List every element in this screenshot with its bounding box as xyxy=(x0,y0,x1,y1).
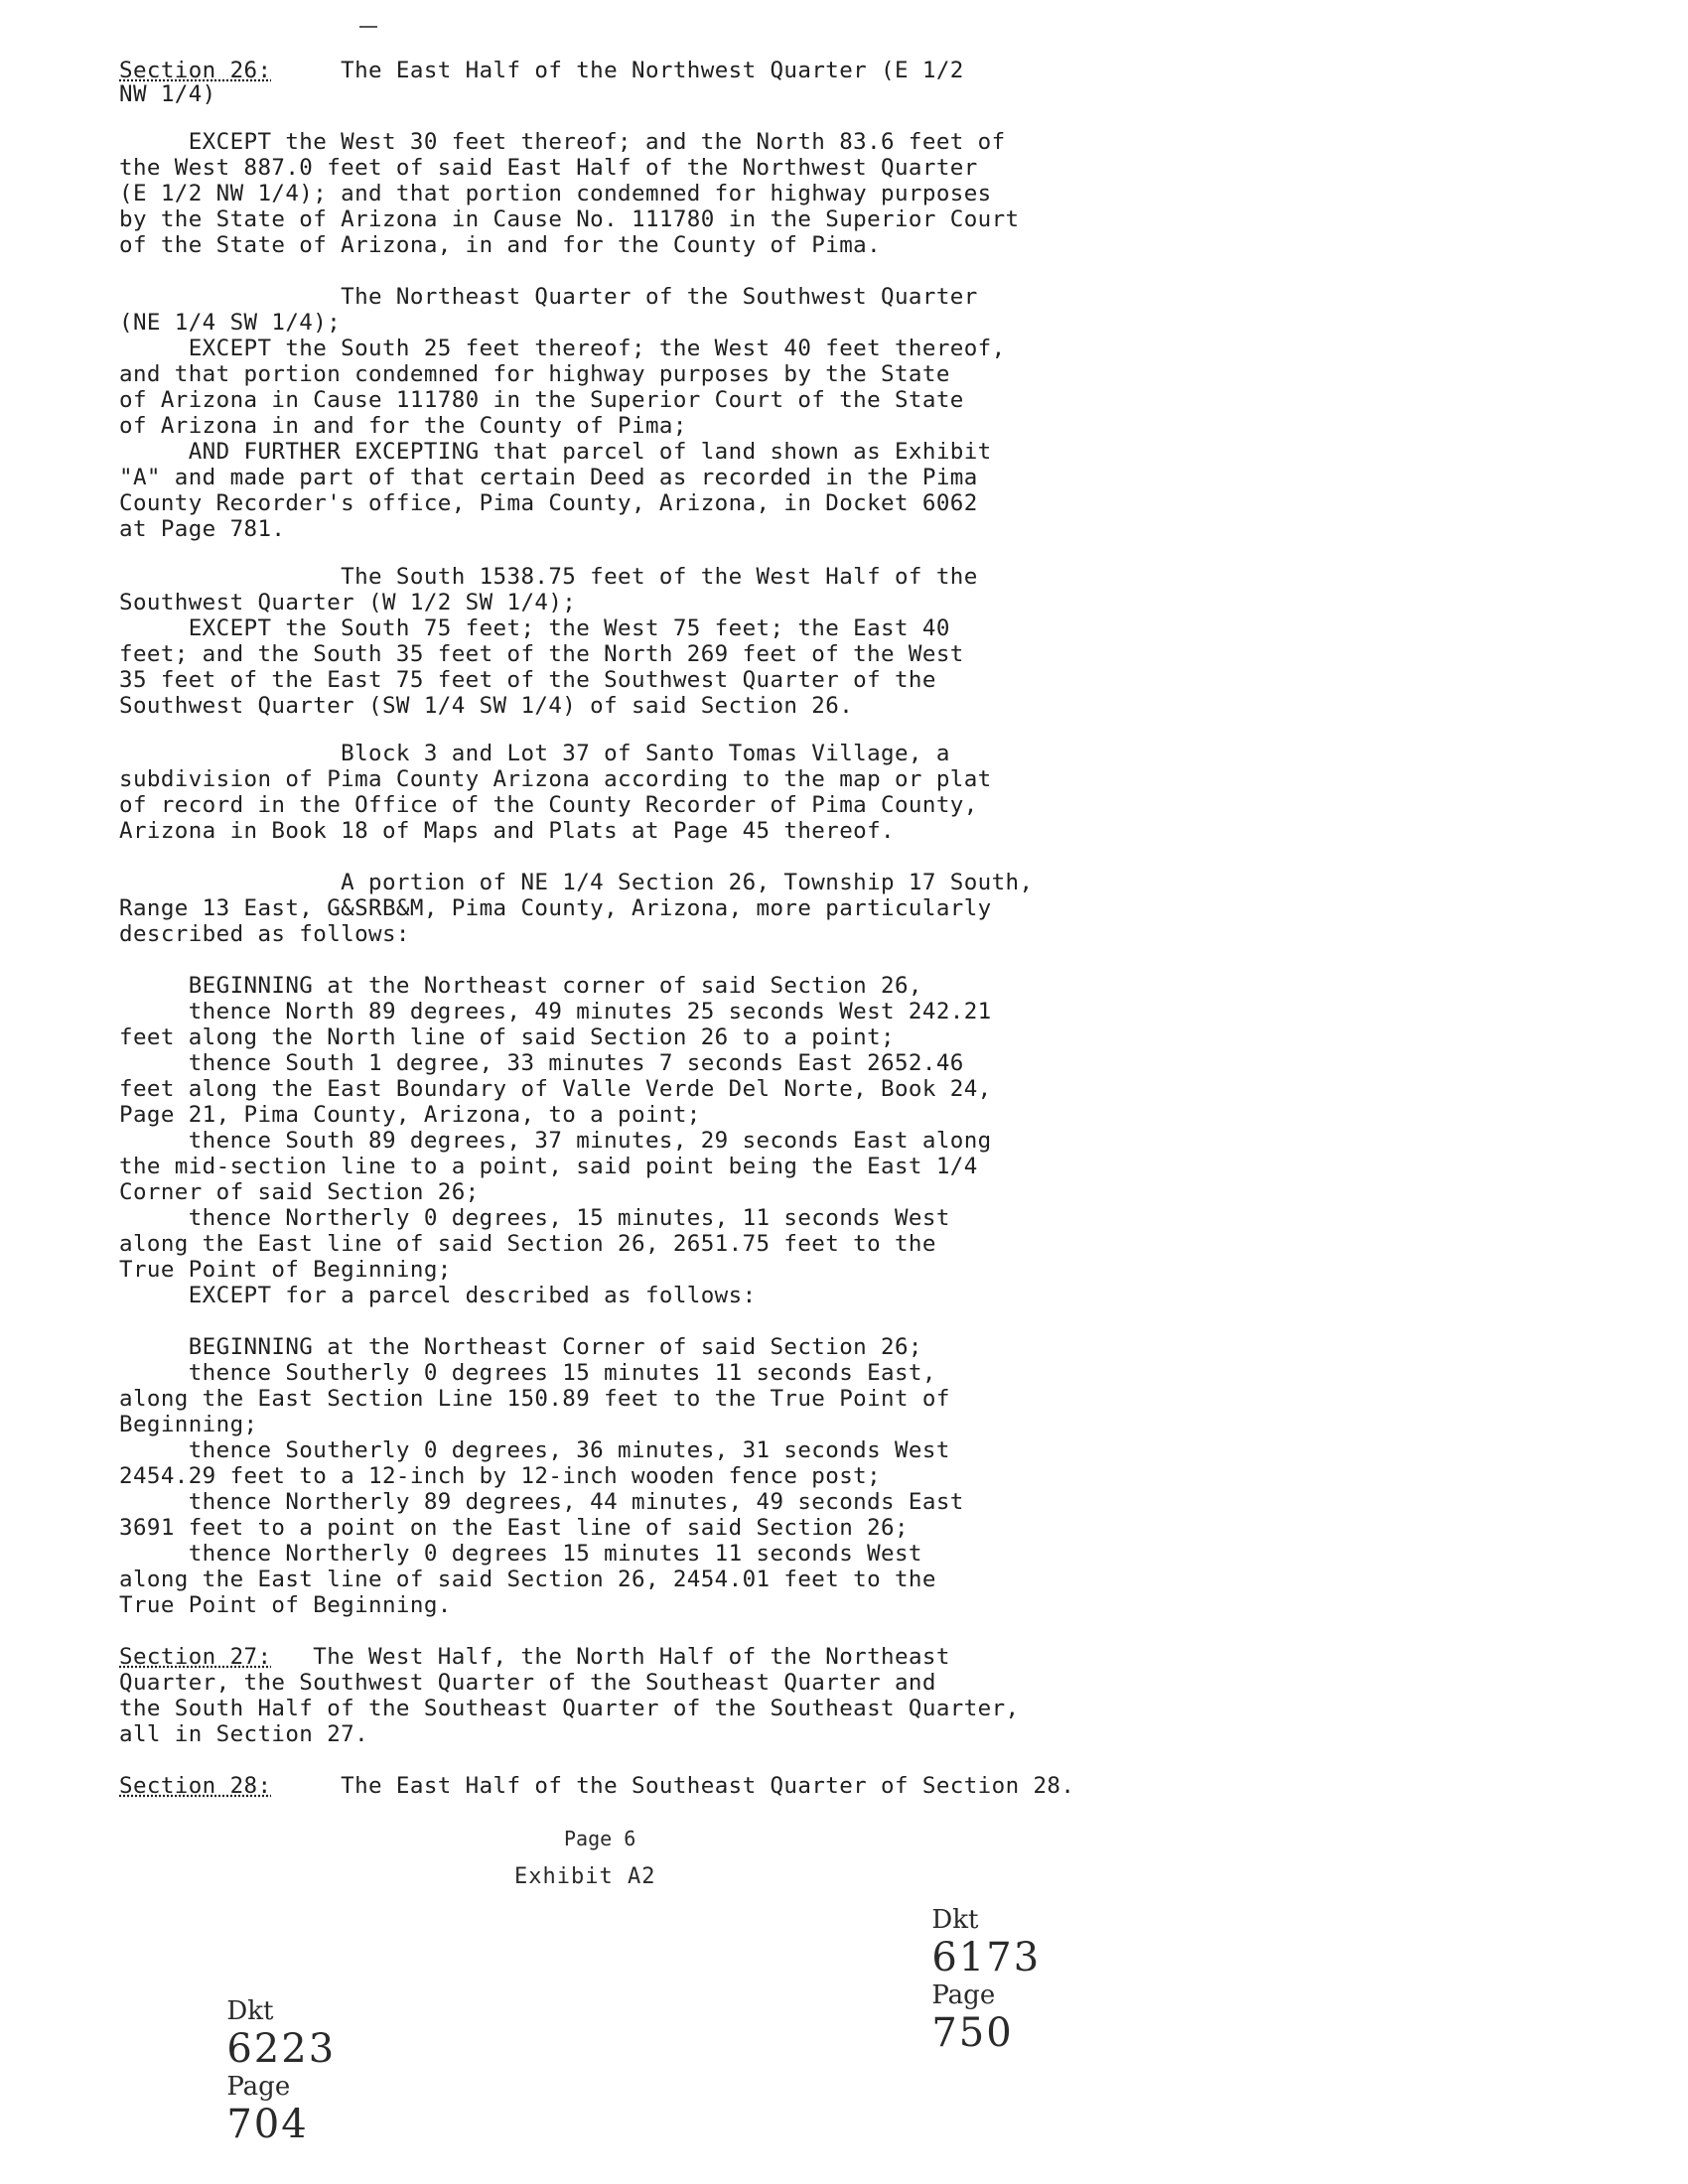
text-line: along the East line of said Section 26, 2651.75 feet to the xyxy=(119,1231,936,1257)
docket-page-number: 750 xyxy=(931,2010,1014,2056)
text-line: EXCEPT the South 75 feet; the West 75 feet; the East 40 xyxy=(119,615,950,641)
text-line: Range 13 East, G&SRB&M, Pima County, Arizona, more particularly xyxy=(119,895,992,921)
text-line: along the East line of said Section 26, 2454.01 feet to the xyxy=(119,1567,936,1592)
docket-stamp-left xyxy=(207,1978,336,2166)
docket-page-prefix: Page xyxy=(226,2072,291,2102)
text-line: all in Section 27. xyxy=(119,1721,369,1747)
text-line: Quarter, the Southwest Quarter of the Southeast Quarter and xyxy=(119,1670,936,1696)
text-line: at Page 781. xyxy=(119,516,286,542)
text-line xyxy=(119,1773,1074,1799)
text-line: thence South 1 degree, 33 minutes 7 seconds East 2652.46 xyxy=(119,1050,964,1076)
text-line: Corner of said Section 26; xyxy=(119,1179,480,1205)
docket-number: 6223 xyxy=(226,2026,337,2072)
text-line: of the State of Arizona, in and for the County of Pima. xyxy=(119,232,882,258)
text-line: and that portion condemned for highway purposes by the State xyxy=(119,361,950,387)
text-line: the South Half of the Southeast Quarter of the Southeast Quarter, xyxy=(119,1696,1020,1721)
docket-number: 6173 xyxy=(931,1935,1042,1980)
page-number: Page 6 xyxy=(564,1827,636,1850)
text-line: thence Southerly 0 degrees, 36 minutes, 31 seconds West xyxy=(119,1437,950,1463)
text-line xyxy=(119,1644,950,1670)
text-line: NW 1/4) xyxy=(119,81,216,107)
text-line: 35 feet of the East 75 feet of the Southwest Quarter of the xyxy=(119,667,936,693)
docket-page-prefix: Page xyxy=(931,1980,996,2010)
text-line: (E 1/2 NW 1/4); and that portion condemned for highway purposes xyxy=(119,181,992,206)
text-line: Southwest Quarter (W 1/2 SW 1/4); xyxy=(119,590,577,615)
text-line: thence Northerly 89 degrees, 44 minutes, 49 seconds East xyxy=(119,1489,964,1515)
text-line: The Northeast Quarter of the Southwest Quarter xyxy=(119,284,978,310)
text-line: the West 887.0 feet of said East Half of the Northwest Quarter xyxy=(119,155,978,181)
text-line: described as follows: xyxy=(119,921,410,947)
text-line: thence Northerly 0 degrees, 15 minutes, 11 seconds West xyxy=(119,1205,950,1231)
text-line: 3691 feet to a point on the East line of said Section 26; xyxy=(119,1515,909,1541)
section-heading: Section 26: xyxy=(119,58,272,83)
text-line: of Arizona in Cause 111780 in the Superior Court of the State xyxy=(119,387,964,413)
text-line: AND FURTHER EXCEPTING that parcel of land shown as Exhibit xyxy=(119,439,992,465)
text-line: Arizona in Book 18 of Maps and Plats at Page 45 thereof. xyxy=(119,818,895,844)
text-line: thence Southerly 0 degrees 15 minutes 11 seconds East, xyxy=(119,1360,936,1386)
text-line: (NE 1/4 SW 1/4); xyxy=(119,310,342,336)
text-line: feet along the East Boundary of Valle Verde Del Norte, Book 24, xyxy=(119,1076,992,1102)
section-heading: Section 27: xyxy=(119,1644,272,1670)
text-line: along the East Section Line 150.89 feet to the True Point of xyxy=(119,1386,950,1412)
text-line: feet along the North line of said Section 26 to a point; xyxy=(119,1024,895,1050)
text-line: the mid-section line to a point, said point being the East 1/4 xyxy=(119,1154,978,1179)
text-line: feet; and the South 35 feet of the North 269 feet of the West xyxy=(119,641,964,667)
text-line: of record in the Office of the County Recorder of Pima County, xyxy=(119,792,978,818)
text-line: thence Northerly 0 degrees 15 minutes 11 seconds West xyxy=(119,1541,922,1567)
text-line: 2454.29 feet to a 12-inch by 12-inch wooden fence post; xyxy=(119,1463,882,1489)
text-line: thence North 89 degrees, 49 minutes 25 seconds West 242.21 xyxy=(119,999,992,1024)
text-line xyxy=(119,58,964,83)
text-line: thence South 89 degrees, 37 minutes, 29 seconds East along xyxy=(119,1128,992,1154)
text-line: A portion of NE 1/4 Section 26, Township 17 South, xyxy=(119,870,1034,895)
exhibit-label: Exhibit A2 xyxy=(514,1864,656,1889)
docket-prefix: Dkt xyxy=(226,1996,274,2026)
text-line: Page 21, Pima County, Arizona, to a point; xyxy=(119,1102,701,1128)
text-line: EXCEPT for a parcel described as follows: xyxy=(119,1283,757,1308)
scan-dash-mark xyxy=(359,26,377,28)
text-line: The South 1538.75 feet of the West Half of the xyxy=(119,564,978,590)
text-line: BEGINNING at the Northeast corner of said Section 26, xyxy=(119,973,922,999)
text-line: subdivision of Pima County Arizona according to the map or plat xyxy=(119,766,992,792)
text-line: Block 3 and Lot 37 of Santo Tomas Village, a xyxy=(119,741,950,766)
section-heading: Section 28: xyxy=(119,1773,272,1799)
text-line: True Point of Beginning; xyxy=(119,1257,452,1283)
text-line: True Point of Beginning. xyxy=(119,1592,452,1618)
text-line: Beginning; xyxy=(119,1412,258,1437)
docket-page-number: 704 xyxy=(226,2102,309,2147)
docket-stamp-right xyxy=(912,1886,1041,2075)
text-line: EXCEPT the South 25 feet thereof; the West 40 feet thereof, xyxy=(119,336,1006,361)
section-heading-text: The West Half, the North Half of the Northeast xyxy=(271,1644,950,1670)
text-line: by the State of Arizona in Cause No. 111780 in the Superior Court xyxy=(119,206,1020,232)
section-heading-text: The East Half of the Northwest Quarter (E 1/2 xyxy=(271,58,964,83)
text-line: of Arizona in and for the County of Pima; xyxy=(119,413,687,439)
text-line: County Recorder's office, Pima County, Arizona, in Docket 6062 xyxy=(119,490,978,516)
text-line: BEGINNING at the Northeast Corner of said Section 26; xyxy=(119,1334,922,1360)
docket-prefix: Dkt xyxy=(931,1905,979,1935)
text-line: Southwest Quarter (SW 1/4 SW 1/4) of said Section 26. xyxy=(119,693,854,719)
text-line: "A" and made part of that certain Deed as recorded in the Pima xyxy=(119,465,978,490)
section-heading-text: The East Half of the Southeast Quarter of Section 28. xyxy=(271,1773,1075,1799)
text-line: EXCEPT the West 30 feet thereof; and the North 83.6 feet of xyxy=(119,129,1006,155)
